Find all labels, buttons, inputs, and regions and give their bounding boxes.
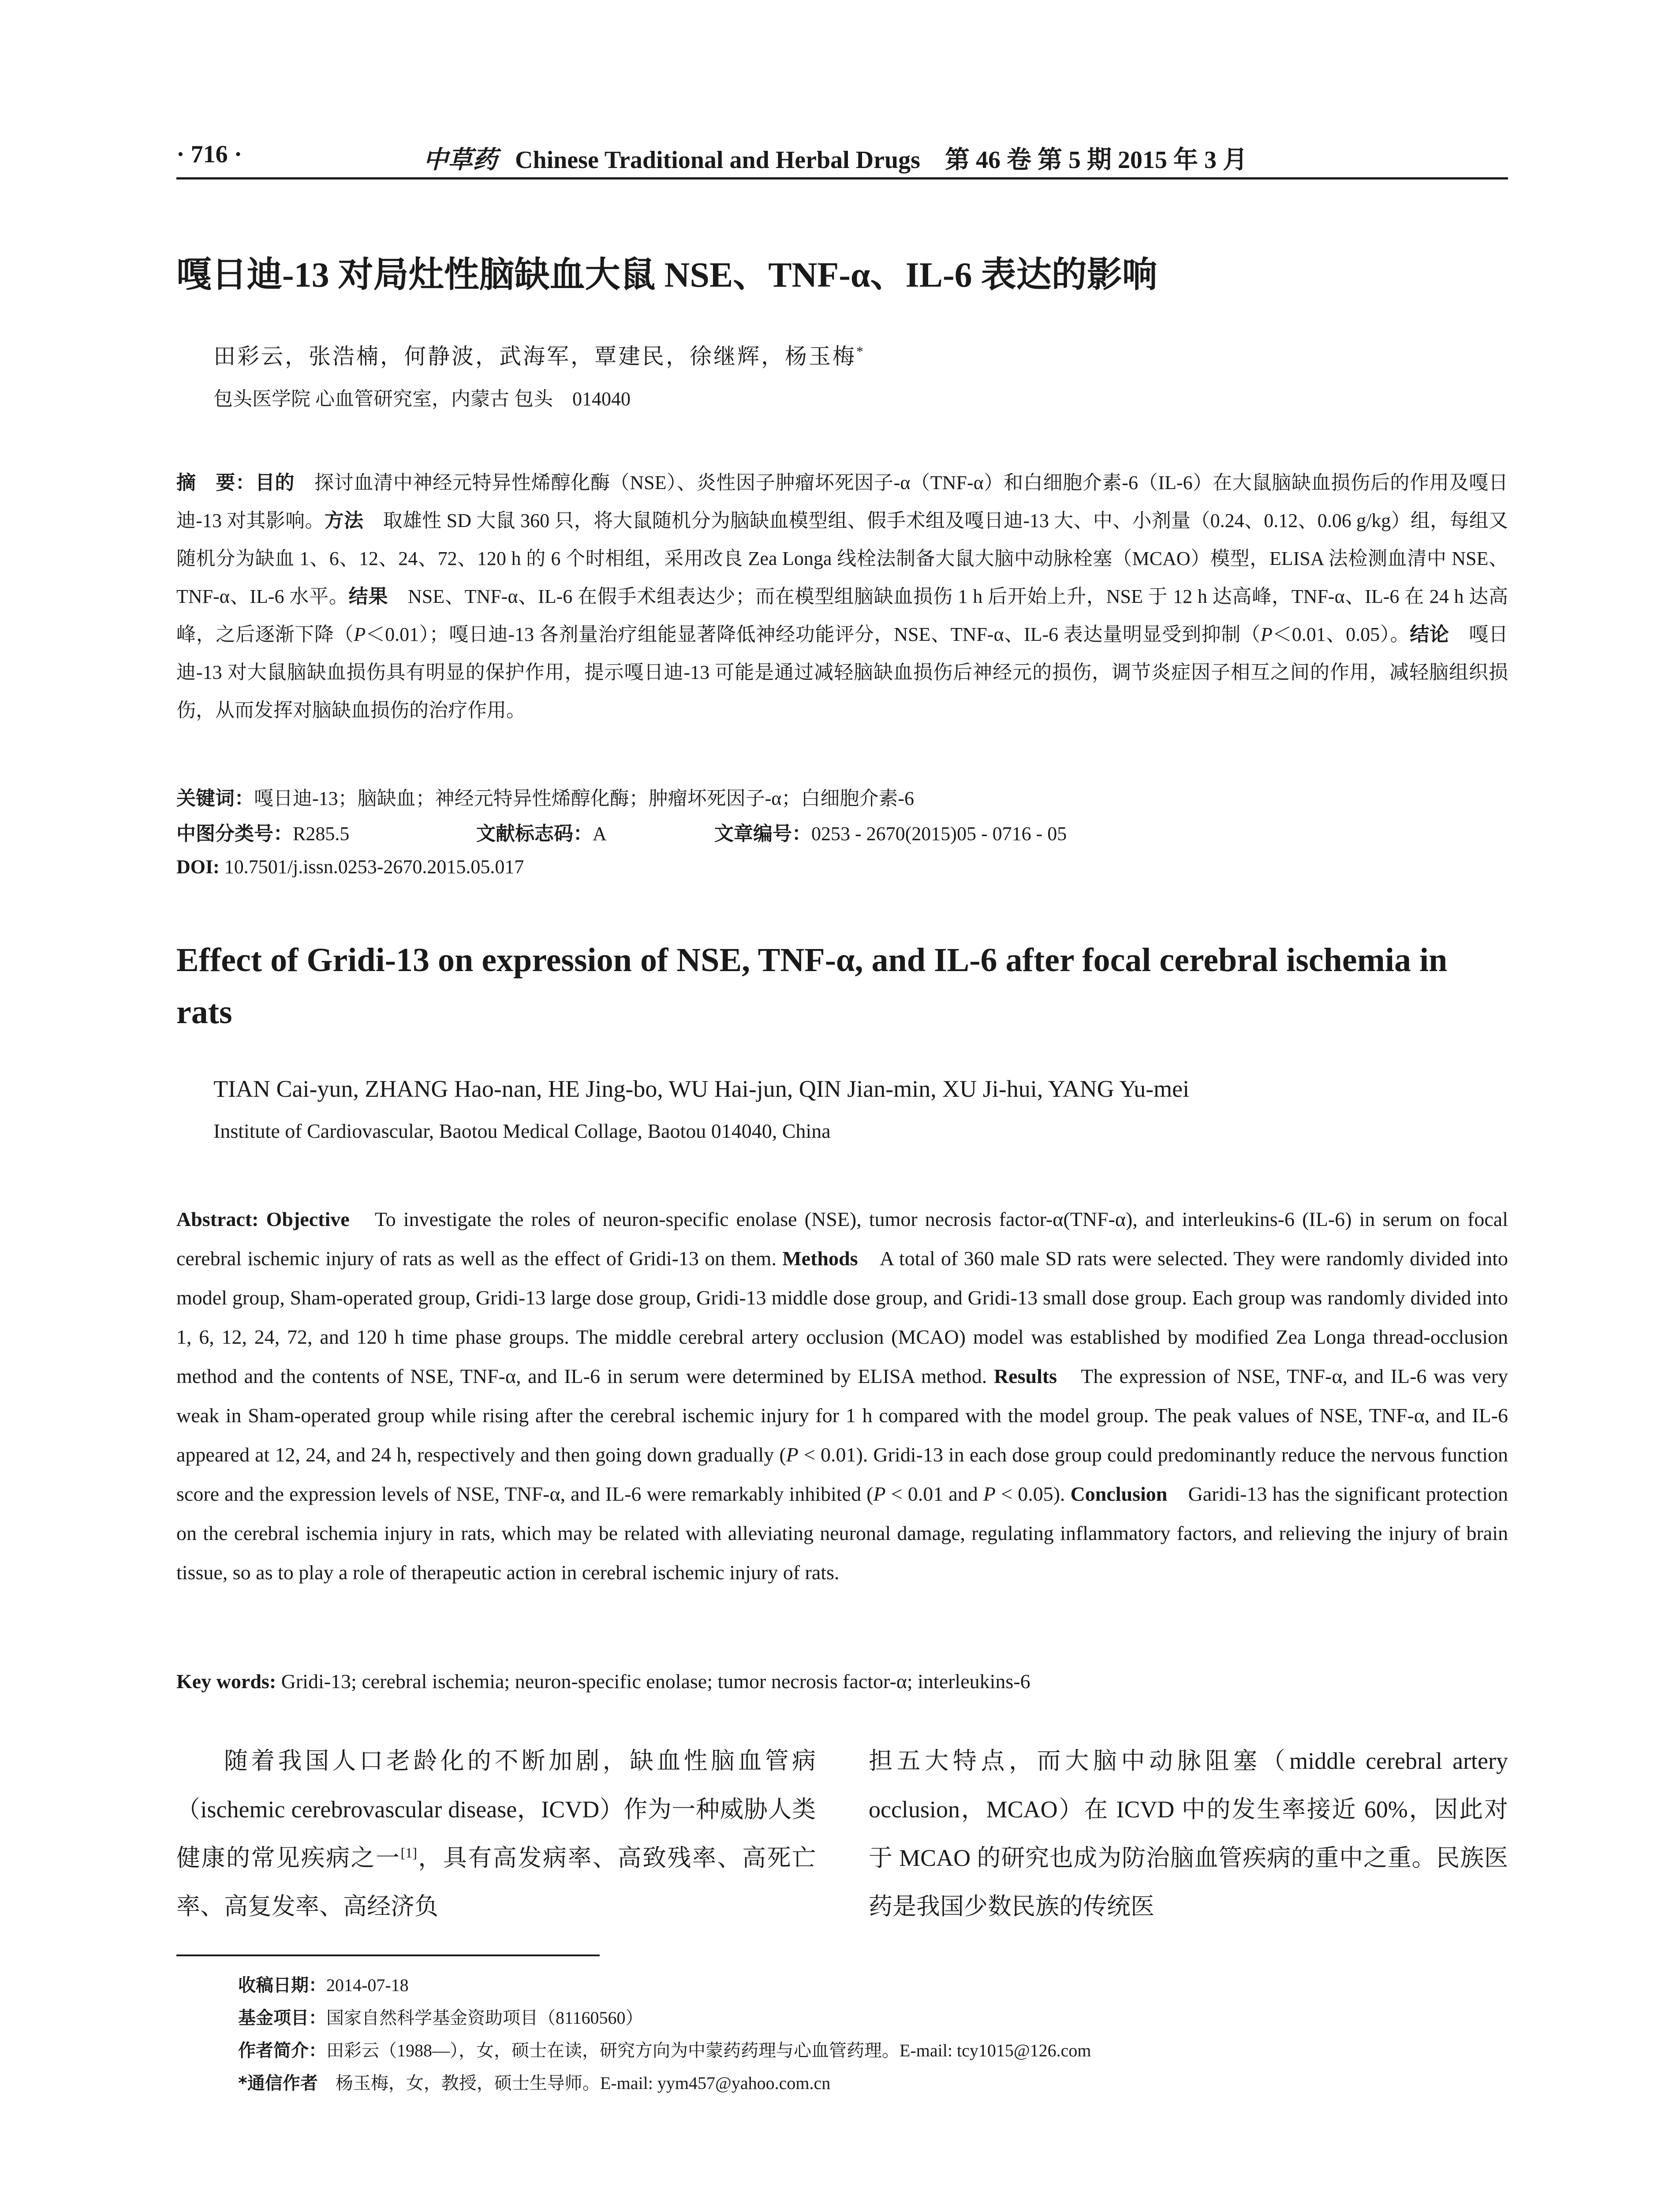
en-results-a: The expression of NSE, TNF-α, and IL-6 was very weak in Sham-operated group while rising after the cerebral ischemic injury for 1 h compared with the model group. The peak values of NSE, TNF-α, and IL-6 appeared at 12, 24, and 24 h, respectively and then going down gradually ( (176, 1365, 1508, 1466)
en-methods: A total of 360 male SD rats were selected. They were randomly divided into model group, Sham-operated group, Gridi-13 large dose group, Gridi-13 middle dose group, and Gridi-13 small dose group. Each group was randomly divided into 1, 6, 12, 24, 72, and 120 h time phase groups. The middle cerebral artery occlusion (MCAO) model was established by modified Zea Longa thread-occlusion method and the contents of NSE, TNF-α, and IL-6 in serum were determined by ELISA method. (176, 1247, 1508, 1387)
cn-affiliation: 包头医学院 心血管研究室，内蒙古 包头 014040 (213, 388, 631, 410)
cn-keywords-text: 嘎日迪-13；脑缺血；神经元特异性烯醇化酶；肿瘤坏死因子-α；白细胞介素-6 (254, 788, 915, 809)
article-no-group (714, 818, 1067, 846)
en-affiliation: Institute of Cardiovascular, Baotou Medical Collage, Baotou 014040, China (213, 1120, 831, 1142)
received-label: 收稿日期： (238, 1975, 326, 1996)
body-left-text-b: ，具有高发病率、高致残率、高死亡率、高复发率、高经济负 (176, 1845, 816, 1920)
en-keywords-text: Gridi-13; cerebral ischemia; neuron-specific enolase; tumor necrosis factor-α; interleukins-6 (276, 1670, 1030, 1693)
doc-code-group (476, 818, 714, 846)
cn-abstract (176, 464, 1508, 729)
clc-label: 中图分类号： (176, 822, 293, 845)
en-results-b: < 0.01). Gridi-13 in each dose group could predominantly reduce the nervous function score and the expression levels of NSE, TNF-α, and IL-6 were remarkably inhibited ( (176, 1443, 1508, 1505)
cn-authors (213, 339, 865, 370)
cn-title: 嘎日迪-13 对局灶性脑缺血大鼠 NSE、TNF-α、IL-6 表达的影响 (176, 256, 1157, 295)
en-objective-label: Objective (266, 1208, 350, 1230)
cn-p-symbol-2: P (1260, 624, 1273, 645)
cn-classification-line (176, 818, 1067, 846)
en-results-c: < 0.01 and (885, 1483, 983, 1505)
reference-1: [1] (400, 1845, 417, 1861)
cn-abstract-label: 摘 要： (176, 471, 255, 494)
cn-keywords-label: 关键词： (176, 787, 254, 810)
header-rule (176, 177, 1508, 179)
article-no-value: 0253 - 2670(2015)05 - 0716 - 05 (811, 823, 1067, 845)
corresponding-label: *通信作者 (238, 2073, 318, 2093)
doi-line (176, 856, 524, 878)
en-results-label: Results (993, 1365, 1057, 1387)
footnote-fund (238, 2004, 643, 2029)
fund-text: 国家自然科学基金资助项目（81160560） (326, 2008, 643, 2028)
en-p-symbol-3: P (983, 1483, 996, 1505)
author-bio-label: 作者简介： (238, 2041, 326, 2061)
en-keywords (176, 1670, 1030, 1693)
page-number: · 716 · (176, 141, 243, 168)
en-methods-label: Methods (782, 1247, 858, 1270)
body-column-left (176, 1737, 816, 1931)
doi-label: DOI: (176, 856, 220, 878)
en-keywords-label: Key words: (176, 1670, 276, 1693)
journal-header (423, 140, 1247, 176)
en-p-symbol-2: P (873, 1483, 886, 1505)
en-abstract (176, 1200, 1508, 1592)
journal-logo: 中草药 (423, 145, 497, 174)
en-results-d: < 0.05). (995, 1483, 1071, 1505)
cn-methods: 取雄性 SD 大鼠 360 只，将大鼠随机分为脑缺血模型组、假手术组及嘎日迪-13 大、中、小剂量（0.24、0.12、0.06 g/kg）组，每组又随机分为缺血 1、6、12、24、72、120 h 的 6 个时相组，采用改良 Zea Longa 线栓法制备大鼠大脑中动脉栓塞（MCAO）模型，ELISA 法检测血清中 NSE、TNF-α、IL-6 水平。 (176, 510, 1508, 607)
cn-conclusion: 嘎日迪-13 对大鼠脑缺血损伤具有明显的保护作用，提示嘎日迪-13 可能是通过减轻脑缺血损伤后神经元的损伤，调节炎症因子相互之间的作用，减轻脑组织损伤，从而发挥对脑缺血损伤的治疗作用。 (176, 624, 1508, 721)
footnote-author (238, 2037, 1091, 2062)
fund-label: 基金项目： (238, 2008, 326, 2028)
cn-results-a: NSE、TNF-α、IL-6 在假手术组表达少；而在模型组脑缺血损伤 1 h 后开始上升，NSE 于 12 h 达高峰，TNF-α、IL-6 在 24 h 达高峰，之后逐渐下降（ (176, 586, 1508, 645)
cn-author-list: 田彩云，张浩楠，何静波，武海军，覃建民，徐继辉，杨玉梅 (213, 344, 856, 369)
journal-info: Chinese Traditional and Herbal Drugs 第 46 卷 第 5 期 2015 年 3 月 (515, 146, 1247, 174)
doc-code-label: 文献标志码： (476, 822, 593, 845)
en-conclusion-label: Conclusion (1070, 1483, 1168, 1505)
footnote-received (238, 1971, 409, 1996)
cn-conclusion-label: 结论 (1410, 623, 1449, 646)
cn-results-b: ＜0.01）；嘎日迪-13 各剂量治疗组能显著降低神经功能评分，NSE、TNF-α、IL-6 表达量明显受到抑制（ (366, 624, 1261, 645)
doi-value: 10.7501/j.issn.0253-2670.2015.05.017 (219, 856, 524, 878)
cn-p-symbol: P (354, 624, 366, 645)
doc-code-value: A (593, 823, 607, 845)
en-title: Effect of Gridi-13 on expression of NSE, TNF-α, and IL-6 after focal cerebral ischemia in rats (176, 942, 1448, 1031)
cn-objective-label: 目的 (255, 471, 295, 494)
cn-methods-label: 方法 (324, 509, 364, 532)
en-objective: To investigate the roles of neuron-specific enolase (NSE), tumor necrosis factor-α(TNF-α), and interleukins-6 (IL-6) in serum on focal cerebral ischemic injury of rats as well as the effect of Gridi-13 on them. (176, 1208, 1508, 1270)
cn-objective: 探讨血清中神经元特异性烯醇化酶（NSE）、炎性因子肿瘤坏死因子-α（TNF-α）和白细胞介素-6（IL-6）在大鼠脑缺血损伤后的作用及嘎日迪-13 对其影响。 (176, 472, 1508, 531)
running-header (176, 140, 1508, 180)
en-conclusion: Garidi-13 has the significant protection on the cerebral ischemia injury in rats, which may be related with alleviating neuronal damage, regulating inflammatory factors, and relieving the injury of brain tissue, so as to play a role of therapeutic action in cerebral ischemic injury of rats. (176, 1483, 1508, 1584)
article-no-label: 文章编号： (714, 822, 811, 845)
body-left-text-a: 随着我国人口老龄化的不断加剧，缺血性脑血管病（ischemic cerebrovascular disease，ICVD）作为一种威胁人类健康的常见疾病之一 (176, 1748, 816, 1871)
clc-value: R285.5 (293, 823, 350, 845)
en-p-symbol: P (786, 1443, 799, 1466)
cn-results-c: ＜0.01、0.05）。 (1272, 624, 1410, 645)
en-abstract-label: Abstract: (176, 1208, 259, 1230)
author-bio-text: 田彩云（1988—），女，硕士在读，研究方向为中蒙药药理与心血管药理。E-mail: tcy1015@126.com (326, 2041, 1091, 2060)
cn-results-label: 结果 (348, 585, 388, 608)
body-column-right: 担五大特点，而大脑中动脉阻塞（middle cerebral artery occlusion，MCAO）在 ICVD 中的发生率接近 60%，因此对于 MCAO 的研究也成为防治脑血管疾病的重中之重。民族医药是我国少数民族的传统医 (869, 1748, 1508, 1920)
corresponding-mark: * (856, 343, 865, 359)
footnote-corresponding (238, 2069, 830, 2094)
received-date: 2014-07-18 (326, 1975, 409, 1995)
corresponding-text: 杨玉梅，女，教授，硕士生导师。E-mail: yym457@yahoo.com.cn (317, 2073, 831, 2093)
clc-group (176, 818, 476, 846)
footnote-rule (176, 1955, 600, 1956)
en-authors: TIAN Cai-yun, ZHANG Hao-nan, HE Jing-bo, WU Hai-jun, QIN Jian-min, XU Ji-hui, YANG Yu-mei (213, 1076, 1190, 1102)
cn-keywords (176, 780, 1508, 818)
